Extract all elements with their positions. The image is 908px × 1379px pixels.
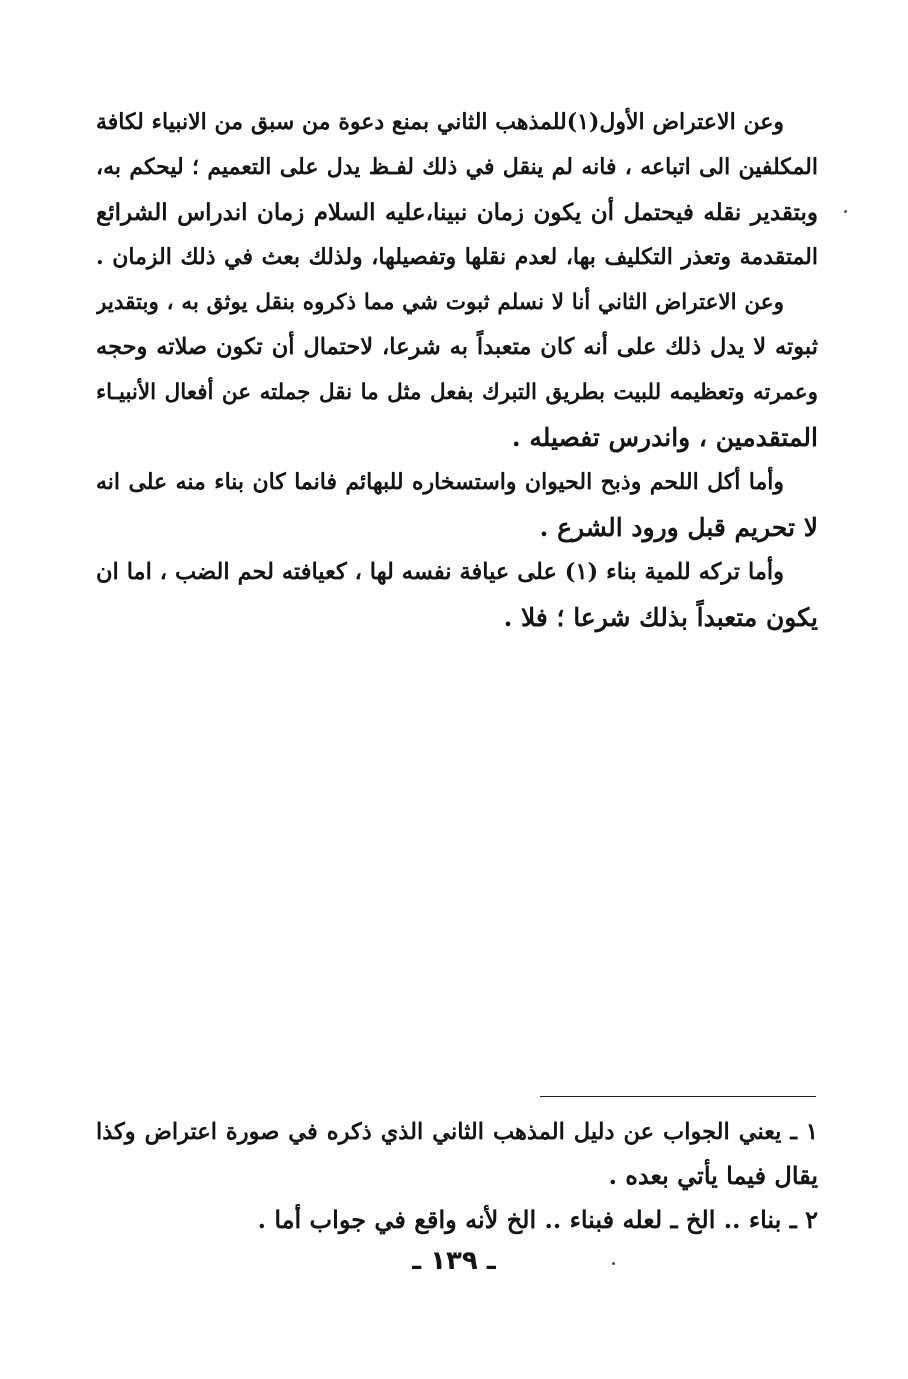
main-text bbox=[96, 100, 818, 640]
text-line: وأما أكل اللحم وذبح الحيوان واستسخاره للبهائم فانما كان بناء منه على انه bbox=[96, 469, 784, 495]
footnote-separator bbox=[540, 1096, 816, 1097]
text-line: وعن الاعتراض الثاني أنا لا نسلم ثبوت شي مما ذكروه بنقل يوثق به ، وبتقدير bbox=[96, 290, 784, 315]
footnote-line: ١ ـ يعني الجواب عن دليل المذهب الثاني الذي ذكره في صورة اعتراض وكذا bbox=[96, 1119, 818, 1145]
text-line: وأما تركه للمية بناء (١) على عيافة نفسه لها ، كعيافته لحم الضب ، اما ان bbox=[96, 559, 784, 585]
text-line: المتقدمة وتعذر التكليف بها، لعدم نقلها وتفصيلها، ولذلك بعث في ذلك الزمان . bbox=[96, 244, 818, 270]
text-line: ثبوته لا يدل ذلك على أنه كان متعبداً به شرعا، لاحتمال أن تكون صلاته وحجه bbox=[96, 334, 818, 360]
text-line: لا تحريم قبل ورود الشرع . bbox=[539, 513, 818, 542]
footnote-line: ٢ ـ بناء .. الخ ـ لعله فبناء .. الخ لأنه واقع في جواب أما . bbox=[257, 1205, 818, 1234]
footnotes bbox=[96, 1110, 818, 1242]
scan-speck bbox=[612, 1262, 615, 1265]
footnote-line: يقال فيما يأتي بعده . bbox=[608, 1161, 818, 1190]
text-line: وعن الاعتراض الأول(١)للمذهب الثاني بمنع دعوة من سبق من الانبياء لكافة bbox=[96, 109, 784, 135]
text-line: وبتقدير نقله فيحتمل أن يكون زمان نبينا،عليه السلام زمان اندراس الشرائع bbox=[96, 199, 818, 226]
page-number: ـ ١٣٩ ـ bbox=[412, 1246, 496, 1276]
text-line: يكون متعبداً بذلك شرعا ؛ فلا . bbox=[503, 603, 818, 632]
text-line: وعمرته وتعظيمه للبيت بطريق التبرك بفعل مثل ما نقل جملته عن أفعال الأنبيـاء bbox=[96, 380, 818, 405]
scan-speck bbox=[844, 210, 847, 213]
text-line: المكلفين الى اتباعه ، فانه لم ينقل في ذلك لفـظ يدل على التعميم ؛ ليحكم به، bbox=[96, 154, 818, 180]
text-line: المتقدمين ، واندرس تفصيله . bbox=[511, 423, 818, 452]
